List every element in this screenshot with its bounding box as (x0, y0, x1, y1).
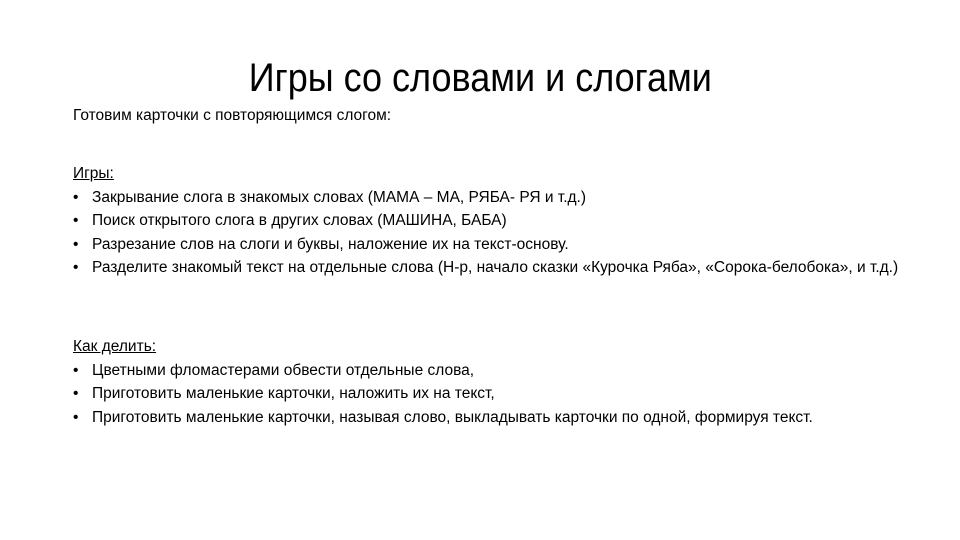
bullet-icon: • (73, 212, 79, 229)
list-item (73, 190, 913, 206)
bullet-icon: • (73, 188, 79, 206)
intro-text: Готовим карточки с повторяющимся слогом: (73, 107, 392, 124)
list-item (73, 260, 913, 276)
how-section (73, 335, 913, 426)
bullet-icon: • (73, 385, 79, 402)
bullet-icon: • (73, 361, 79, 379)
list-item (73, 237, 913, 253)
list-item (73, 410, 913, 426)
how-list (73, 363, 913, 426)
games-list (73, 190, 913, 277)
bullet-icon: • (73, 259, 79, 276)
list-item-text: Поиск открытого слога в других словах (МАШИНА, БАБА) (92, 212, 507, 229)
bullet-icon: • (73, 408, 79, 426)
slide-title-text: Игры со словами и слогами (248, 56, 712, 100)
bullet-icon: • (73, 235, 79, 253)
slide-title (0, 54, 960, 102)
list-item-text: Закрывание слога в знакомых словах (МАМА – МА, РЯБА- РЯ и т.д.) (92, 188, 587, 206)
games-section (73, 162, 913, 276)
list-item-text: Приготовить маленькие карточки, наложить их на текст, (92, 385, 495, 402)
list-item (73, 386, 913, 402)
how-heading: Как делить: (73, 338, 157, 355)
list-item (73, 363, 913, 379)
list-item-text: Разделите знакомый текст на отдельные слова (Н-р, начало сказки «Курочка Ряба», «Сорока-белобока», и т.д.) (92, 259, 899, 276)
games-heading: Игры: (73, 165, 114, 182)
list-item-text: Разрезание слов на слоги и буквы, наложение их на текст-основу. (92, 235, 569, 253)
list-item-text: Приготовить маленькие карточки, называя слово, выкладывать карточки по одной, формируя текст. (92, 408, 813, 426)
list-item (73, 213, 913, 229)
list-item-text: Цветными фломастерами обвести отдельные слова, (92, 361, 475, 379)
